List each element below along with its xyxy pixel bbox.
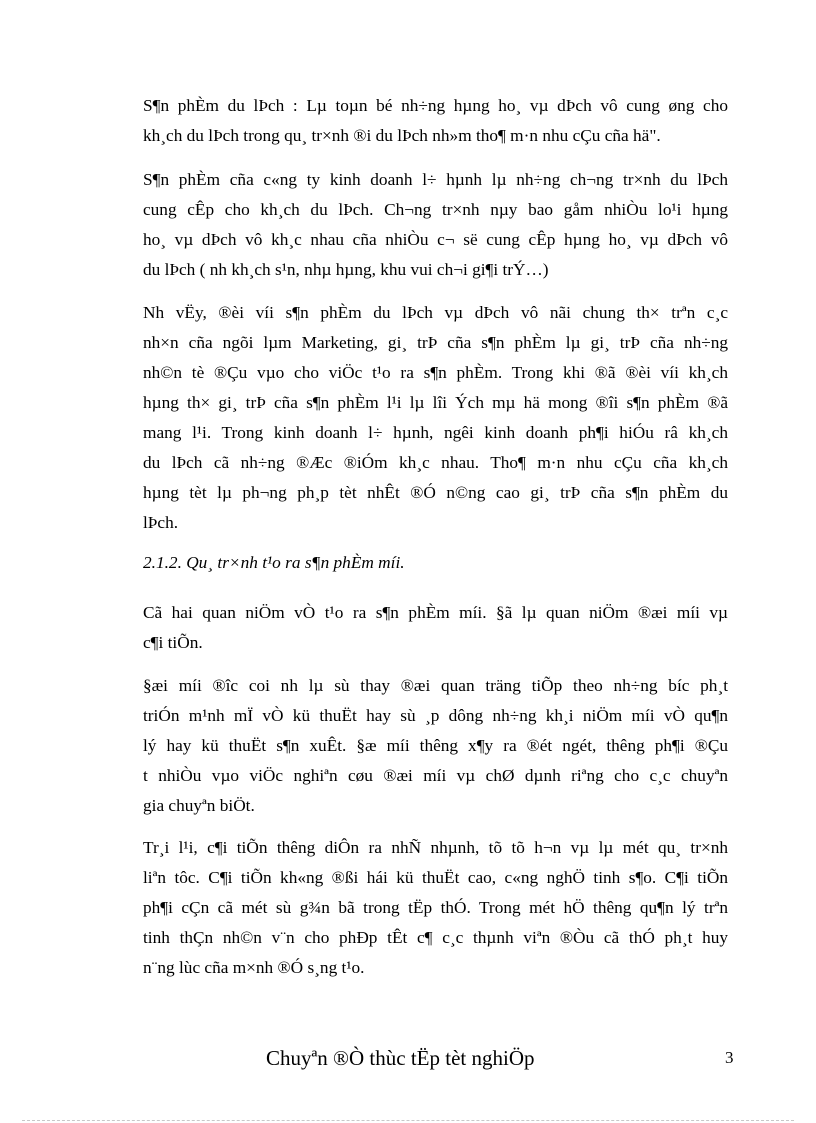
text-line: ho¸ vµ dÞch vô kh¸c nhau cña nhiÒu c¬ së cung cÊp hµng ho¸ vµ dÞch vô <box>143 230 728 249</box>
text-line: t nhiÒu vµo viÖc nghiªn cøu ®æi míi vµ chØ dµnh riªng cho c¸c chuyªn <box>143 766 728 785</box>
paragraph-product-value <box>143 298 728 538</box>
text-line: S¶n phÈm cña c«ng ty kinh doanh l÷ hµnh lµ nh÷ng ch¬ng tr×nh du lÞch <box>143 170 728 189</box>
text-line: c¶i tiÕn. <box>143 633 203 652</box>
text-line: lý hay kü thuËt s¶n xuÊt. §æ míi thêng x¶y ra ®ét ngét, thêng ph¶i ®Çu <box>143 736 728 755</box>
text-line: ph¶i cÇn cã mét sù g¾n bã trong tËp thÓ. Trong mét hÖ thêng qu¶n lý trªn <box>143 898 728 917</box>
text-line: cung cÊp cho kh¸ch du lÞch. Ch¬ng tr×nh nµy bao gåm nhiÒu lo¹i hµng <box>143 200 728 219</box>
text-line: liªn tôc. C¶i tiÕn kh«ng ®ßi hái kü thuËt cao, c«ng nghÖ tinh s¶o. C¶i tiÕn <box>143 868 728 887</box>
paragraph-two-concepts <box>143 598 728 658</box>
text-line: S¶n phÈm du lÞch : Lµ toµn bé nh÷ng hµng ho¸ vµ dÞch vô cung øng cho <box>143 96 728 115</box>
text-line: hµng th× gi¸ trÞ cña s¶n phÈm l¹i lµ lîi Ých mµ hä mong ®îi s¶n phÈm ®ã <box>143 393 728 412</box>
text-line: du lÞch cã nh÷ng ®Æc ®iÓm kh¸c nhau. Tho¶ m·n nhu cÇu cña kh¸ch <box>143 453 728 472</box>
text-line: n¨ng lùc cña m×nh ®Ó s¸ng t¹o. <box>143 958 365 977</box>
text-line: nh©n tè ®Çu vµo cho viÖc t¹o ra s¶n phÈm. Trong khi ®ã ®èi víi kh¸ch <box>143 363 728 382</box>
section-heading: 2.1.2. Qu¸ tr×nh t¹o ra s¶n phÈm míi. <box>143 553 405 572</box>
page-number: 3 <box>725 1048 734 1067</box>
text-line: gia chuyªn biÖt. <box>143 796 255 815</box>
text-line: hµng tèt lµ ph¬ng ph¸p tèt nhÊt ®Ó n©ng cao gi¸ trÞ cña s¶n phÈm du <box>143 483 728 502</box>
text-line: tinh thÇn nh©n v¨n cho phÐp tÊt c¶ c¸c thµnh viªn ®Òu cã thÓ ph¸t huy <box>143 928 728 947</box>
text-line: kh¸ch du lÞch trong qu¸ tr×nh ®i du lÞch nh»m tho¶ m·n nhu cÇu cña hä". <box>143 126 661 145</box>
text-line: mang l¹i. Trong kinh doanh l÷ hµnh, ngêi kinh doanh ph¶i hiÓu râ kh¸ch <box>143 423 728 442</box>
footer-title: Chuyªn ®Ò thùc tËp tèt nghiÖp <box>266 1046 535 1070</box>
page-bottom-divider <box>22 1120 794 1121</box>
paragraph-improvement <box>143 833 728 983</box>
paragraph-product-definition <box>143 91 728 151</box>
paragraph-innovation <box>143 671 728 821</box>
text-line: §æi míi ®îc coi nh lµ sù thay ®æi quan träng tiÕp theo nh÷ng bíc ph¸t <box>143 676 728 695</box>
paragraph-company-product <box>143 165 728 285</box>
text-line: Nh vËy, ®èi víi s¶n phÈm du lÞch vµ dÞch vô nãi chung th× trªn c¸c <box>143 303 728 322</box>
text-line: du lÞch ( nh kh¸ch s¹n, nhµ hµng, khu vui ch¬i gi¶i trÝ…) <box>143 260 549 279</box>
text-line: lÞch. <box>143 513 179 532</box>
text-line: Cã hai quan niÖm vÒ t¹o ra s¶n phÈm míi. §ã lµ quan niÖm ®æi míi vµ <box>143 603 728 622</box>
text-line: Tr¸i l¹i, c¶i tiÕn thêng diÔn ra nhÑ nhµnh, tõ tõ h¬n vµ lµ mét qu¸ tr×nh <box>143 838 728 857</box>
text-line: nh×n cña ngõi lµm Marketing, gi¸ trÞ cña s¶n phÈm lµ gi¸ trÞ cña nh÷ng <box>143 333 728 352</box>
text-line: triÓn m¹nh mÏ vÒ kü thuËt hay sù ¸p dông nh÷ng kh¸i niÖm míi vÒ qu¶n <box>143 706 728 725</box>
